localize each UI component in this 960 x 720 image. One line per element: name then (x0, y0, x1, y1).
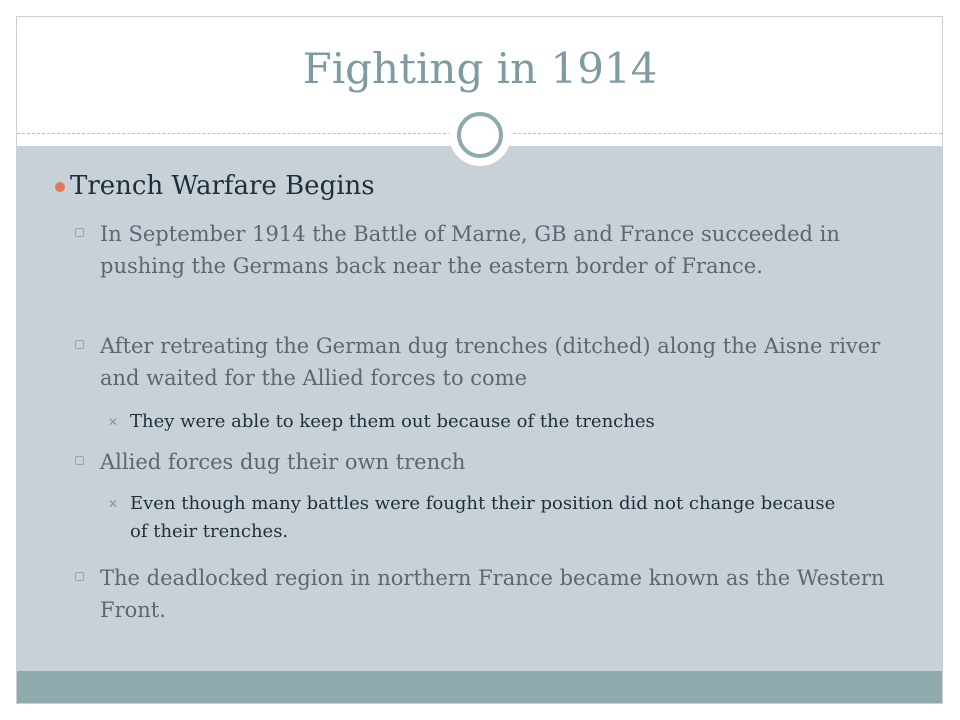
square-outline-bullet-icon (75, 456, 84, 465)
point-item (100, 446, 900, 478)
square-outline-bullet-icon (75, 228, 84, 237)
heading-text: Trench Warfare Begins (70, 171, 375, 201)
round-bullet-icon (55, 182, 65, 192)
ring-ornament-icon (457, 112, 503, 158)
point-text: In September 1914 the Battle of Marne, GB and France succeeded in pushing the Germans back near the eastern border of France. (100, 222, 840, 278)
footer-band (17, 671, 942, 703)
subpoint-text: Even though many battles were fought their position did not change because of their trenches. (130, 493, 836, 542)
point-item (100, 562, 900, 626)
slide-title: Fighting in 1914 (302, 44, 658, 93)
subpoint-text: They were able to keep them out because of the trenches (130, 411, 655, 432)
point-text: The deadlocked region in northern France became known as the Western Front. (100, 566, 885, 622)
subpoint-item (108, 408, 850, 436)
subpoint-item (108, 490, 850, 546)
point-text: Allied forces dug their own trench (100, 450, 466, 474)
point-item (100, 330, 900, 394)
square-outline-bullet-icon (75, 572, 84, 581)
point-item (100, 218, 900, 282)
x-mark-bullet-icon: ✕ (108, 497, 119, 511)
heading-item (70, 171, 375, 201)
point-text: After retreating the German dug trenches (ditched) along the Aisne river and waited for the Allied forces to come (100, 334, 881, 390)
square-outline-bullet-icon (75, 340, 84, 349)
x-mark-bullet-icon: ✕ (108, 415, 119, 429)
